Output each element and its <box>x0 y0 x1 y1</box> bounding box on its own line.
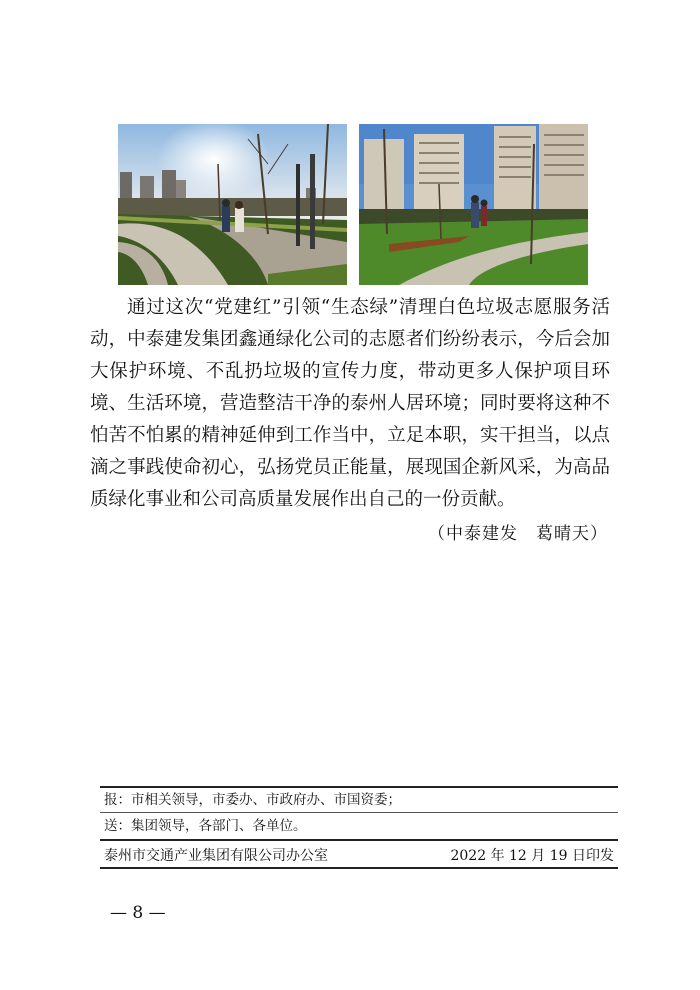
send-to-line: 送：集团领导，各部门、各单位。 <box>104 818 307 834</box>
issue-date: 2022 年 12 月 19 日印发 <box>450 848 614 864</box>
page-number: — 8 — <box>110 903 166 923</box>
park-path-image <box>359 124 588 285</box>
park-scene-image <box>118 124 347 285</box>
article-body <box>90 292 610 516</box>
report-to-line: 报：市相关领导，市委办、市政府办、市国资委； <box>104 792 401 808</box>
footer-bottom-rule <box>100 867 618 869</box>
footer-divider <box>100 812 618 813</box>
article-byline: （中泰建发 葛晴天） <box>428 524 608 544</box>
footer-mid-rule <box>100 839 618 841</box>
footer-top-rule <box>100 786 618 788</box>
article-paragraph: 通过这次“党建红”引领“生态绿”清理白色垃圾志愿服务活动，中泰建发集团鑫通绿化公司的志愿者们纷纷表示，今后会加大保护环境、不乱扔垃圾的宣传力度，带动更多人保护项目环境、生活环境，营造整洁干净的泰州人居环境；同时要将这种不怕苦不怕累的精神延伸到工作当中，立足本职，实干担当，以点滴之事践使命初心，弘扬党员正能量，展现国企新风采，为高品质绿化事业和公司高质量发展作出自己的一份贡献。 <box>90 297 610 510</box>
issuer-name: 泰州市交通产业集团有限公司办公室 <box>104 848 328 864</box>
